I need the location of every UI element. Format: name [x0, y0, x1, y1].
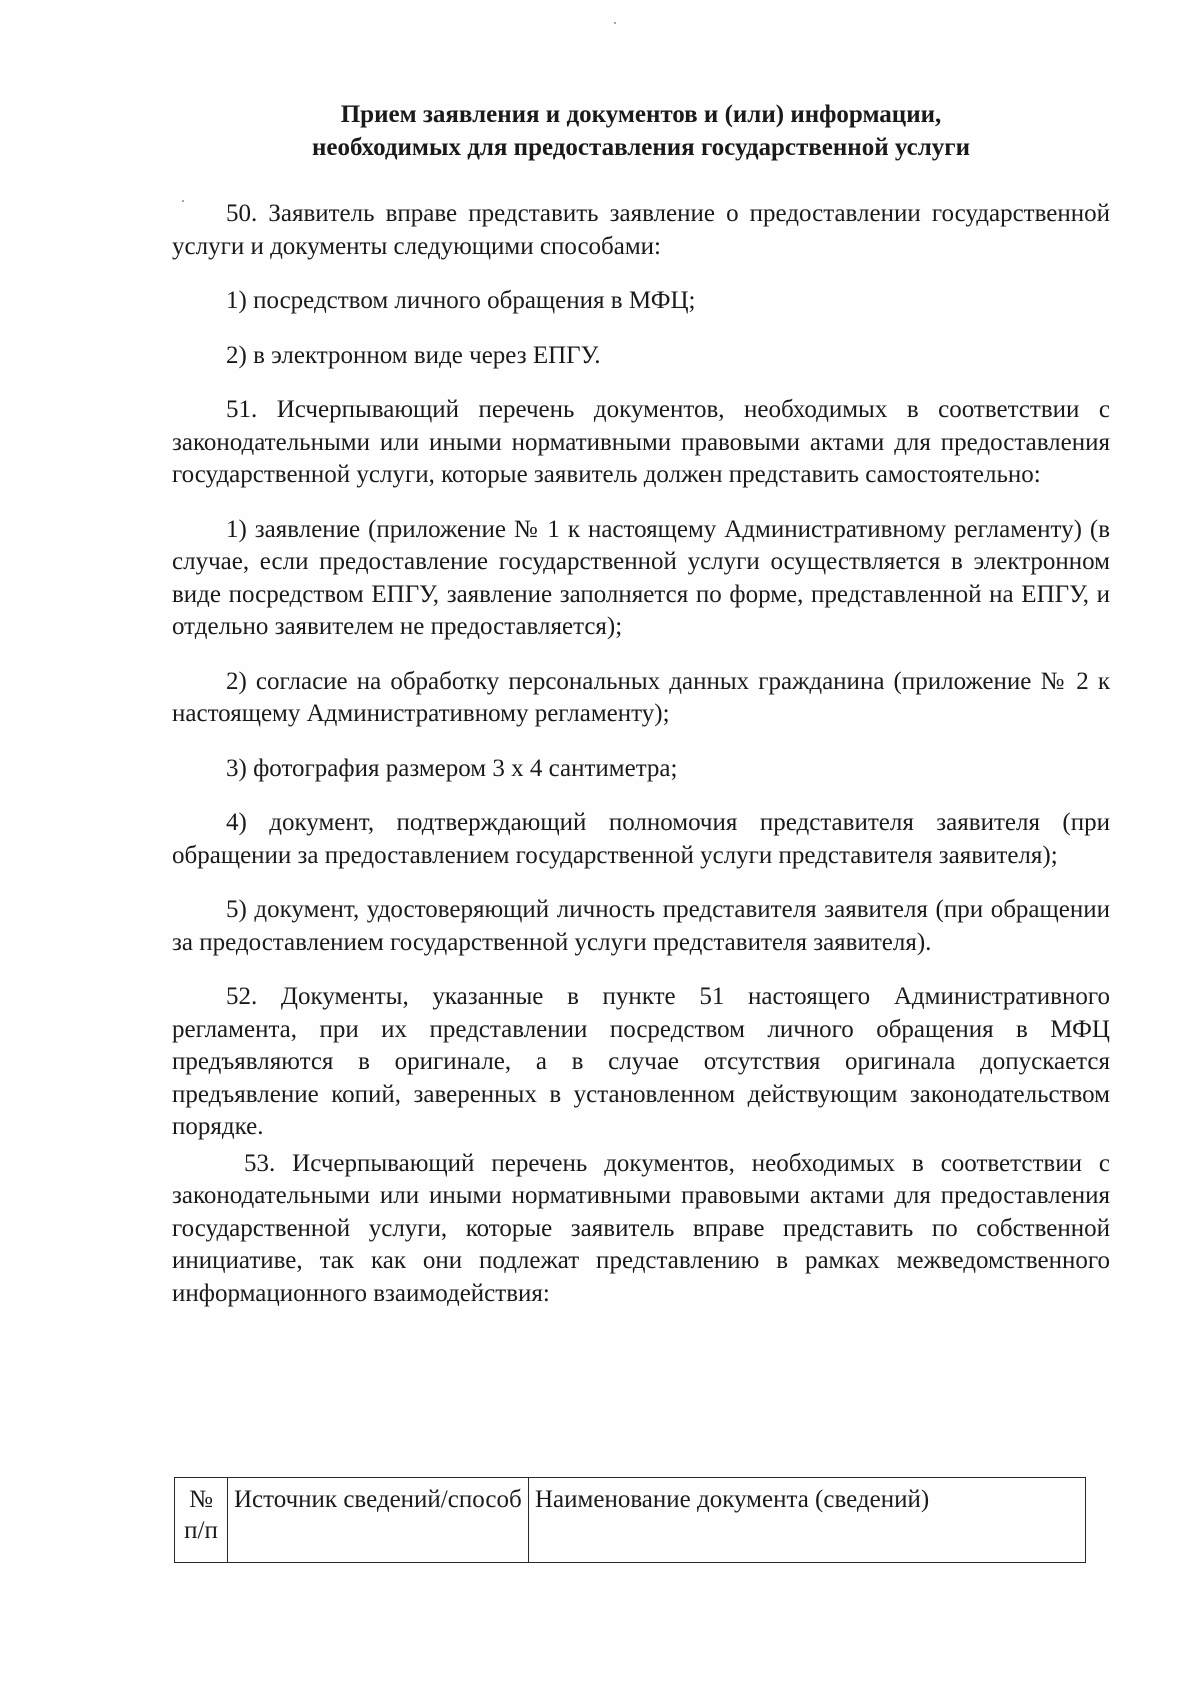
paragraph-52: 52. Документы, указанные в пункте 51 настоящего Административного регламента, при их представлении посредством личного обращения в МФЦ предъявляются в оригинале, а в случае отсутствия оригинала допускается предъявление копий, заверенных в установленном действующим законодательством порядке. — [172, 983, 1110, 1140]
list-item-51-4: 4) документ, подтверждающий полномочия представителя заявителя (при обращении за предоставлением государственной услуги представителя заявителя); — [172, 809, 1110, 869]
document-body — [172, 198, 1110, 1310]
list-item-51-2: 2) согласие на обработку персональных данных гражданина (приложение № 2 к настоящему Административному регламенту); — [172, 667, 1110, 727]
table-header-document-name: Наименование документа (сведений) — [529, 1478, 1086, 1563]
list-item-51-1: 1) заявление (приложение № 1 к настоящему Административному регламенту) (в случае, если предоставление государственной услуги осуществляется в электронном виде посредством ЕПГУ, заявление заполняется по форме, представленной на ЕПГУ, и отдельно заявителем не предоставляется); — [172, 515, 1110, 640]
scan-speck — [182, 200, 184, 202]
heading-line-2: необходимых для предоставления государственной услуги — [312, 134, 970, 161]
paragraph-50: 50. Заявитель вправе представить заявление о предоставлении государственной услуги и документы следующими способами: — [172, 200, 1110, 260]
table-header-row — [175, 1478, 1086, 1563]
table-header-number: № п/п — [175, 1478, 228, 1563]
list-item-51-5: 5) документ, удостоверяющий личность представителя заявителя (при обращении за предоставлением государственной услуги представителя заявителя). — [172, 896, 1110, 956]
list-item-50-1: 1) посредством личного обращения в МФЦ; — [226, 287, 696, 314]
section-heading — [172, 98, 1110, 164]
heading-line-1: Прием заявления и документов и (или) информации, — [340, 101, 942, 128]
paragraph-53: 53. Исчерпывающий перечень документов, необходимых в соответствии с законодательными или иными нормативными правовыми актами для предоставления государственной услуги, которые заявитель вправе представить по собственной инициативе, так как они подлежат представлению в рамках межведомственного информационного взаимодействия: — [172, 1149, 1110, 1307]
scan-speck — [614, 22, 616, 24]
documents-table — [174, 1477, 1086, 1563]
paragraph-51: 51. Исчерпывающий перечень документов, необходимых в соответствии с законодательными или иными нормативными правовыми актами для предоставления государственной услуги, которые заявитель должен представить самостоятельно: — [172, 396, 1110, 488]
table-header-source: Источник сведений/способ — [228, 1478, 529, 1563]
list-item-51-3: 3) фотография размером 3 х 4 сантиметра; — [226, 754, 678, 782]
list-item-50-2: 2) в электронном виде через ЕПГУ. — [226, 341, 601, 369]
